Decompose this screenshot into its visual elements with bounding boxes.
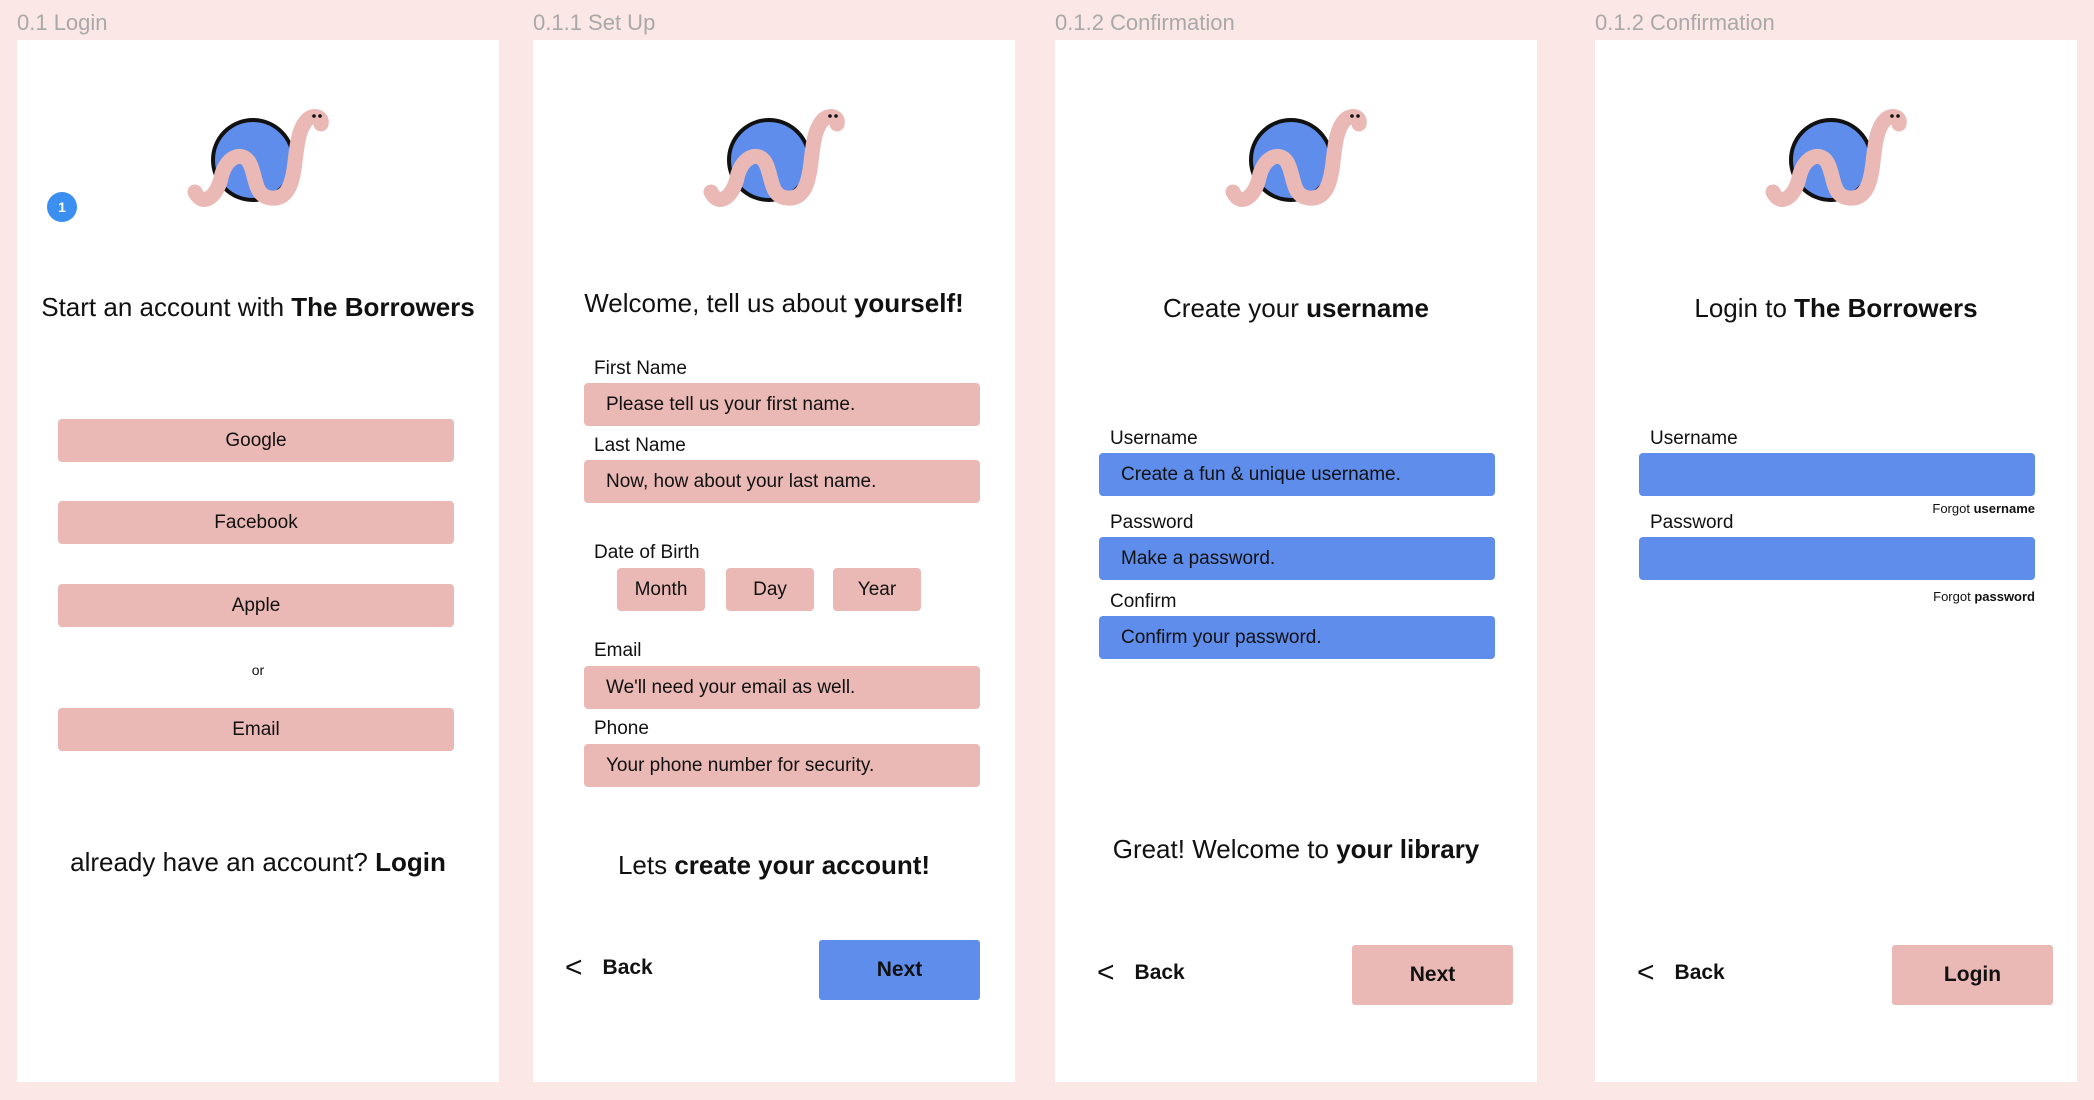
- bookworm-logo: [183, 100, 343, 220]
- phone-field[interactable]: Your phone number for security.: [584, 744, 980, 787]
- password-field[interactable]: [1639, 537, 2035, 580]
- frame-title: 0.1.1 Set Up: [533, 10, 656, 35]
- back-button[interactable]: < Back: [1097, 956, 1185, 989]
- login-prompt: already have an account? Login: [70, 847, 446, 877]
- first-name-label: First Name: [594, 358, 687, 379]
- confirm-password-field[interactable]: Confirm your password.: [1099, 616, 1495, 659]
- chevron-left-icon: <: [1097, 956, 1115, 989]
- frame-title: 0.1.2 Confirmation: [1055, 10, 1235, 35]
- next-button[interactable]: Next: [819, 940, 980, 1000]
- username-label: Username: [1650, 428, 1738, 449]
- email-field[interactable]: We'll need your email as well.: [584, 666, 980, 709]
- page-title: Start an account with The Borrowers: [41, 292, 475, 322]
- dob-label: Date of Birth: [594, 542, 700, 563]
- dob-year-select[interactable]: Year: [833, 568, 921, 611]
- bookworm-logo: [1221, 100, 1381, 220]
- apple-signin-button[interactable]: Apple: [58, 584, 454, 627]
- password-label: Password: [1650, 512, 1734, 533]
- facebook-signin-button[interactable]: Facebook: [58, 501, 454, 544]
- first-name-field[interactable]: Please tell us your first name.: [584, 383, 980, 426]
- step-badge: 1: [47, 192, 77, 222]
- screen-create-username: [1055, 40, 1537, 1082]
- chevron-left-icon: <: [565, 951, 583, 984]
- bookworm-logo: [699, 100, 859, 220]
- next-button[interactable]: Next: [1352, 945, 1513, 1005]
- bookworm-logo: [1761, 100, 1921, 220]
- frame-title: 0.1.2 Confirmation: [1595, 10, 1775, 35]
- dob-month-select[interactable]: Month: [617, 568, 705, 611]
- login-button[interactable]: Login: [1892, 945, 2053, 1005]
- password-label: Password: [1110, 512, 1194, 533]
- back-button[interactable]: < Back: [1637, 956, 1725, 989]
- screen-setup: [533, 40, 1015, 1082]
- username-field[interactable]: [1639, 453, 2035, 496]
- welcome-text: Great! Welcome to your library: [1112, 834, 1480, 864]
- confirm-label: Confirm: [1110, 591, 1177, 612]
- page-title: Login to The Borrowers: [1694, 293, 1978, 323]
- last-name-label: Last Name: [594, 435, 686, 456]
- frame-title: 0.1 Login: [17, 10, 108, 35]
- phone-label: Phone: [594, 718, 649, 739]
- page-title: Welcome, tell us about yourself!: [584, 288, 964, 318]
- or-divider: or: [251, 662, 265, 678]
- password-field[interactable]: Make a password.: [1099, 537, 1495, 580]
- back-button[interactable]: < Back: [565, 951, 653, 984]
- google-signin-button[interactable]: Google: [58, 419, 454, 462]
- email-label: Email: [594, 640, 642, 661]
- forgot-username-link[interactable]: Forgot username: [1932, 501, 2035, 516]
- email-signin-button[interactable]: Email: [58, 708, 454, 751]
- screen-login: [1595, 40, 2077, 1082]
- forgot-password-link[interactable]: Forgot password: [1933, 589, 2035, 604]
- dob-day-select[interactable]: Day: [726, 568, 814, 611]
- chevron-left-icon: <: [1637, 956, 1655, 989]
- username-field[interactable]: Create a fun & unique username.: [1099, 453, 1495, 496]
- page-title: Create your username: [1163, 293, 1429, 323]
- last-name-field[interactable]: Now, how about your last name.: [584, 460, 980, 503]
- create-account-text: Lets create your account!: [617, 850, 931, 880]
- screen-login-options: [17, 40, 499, 1082]
- username-label: Username: [1110, 428, 1198, 449]
- login-link[interactable]: Login: [375, 847, 446, 877]
